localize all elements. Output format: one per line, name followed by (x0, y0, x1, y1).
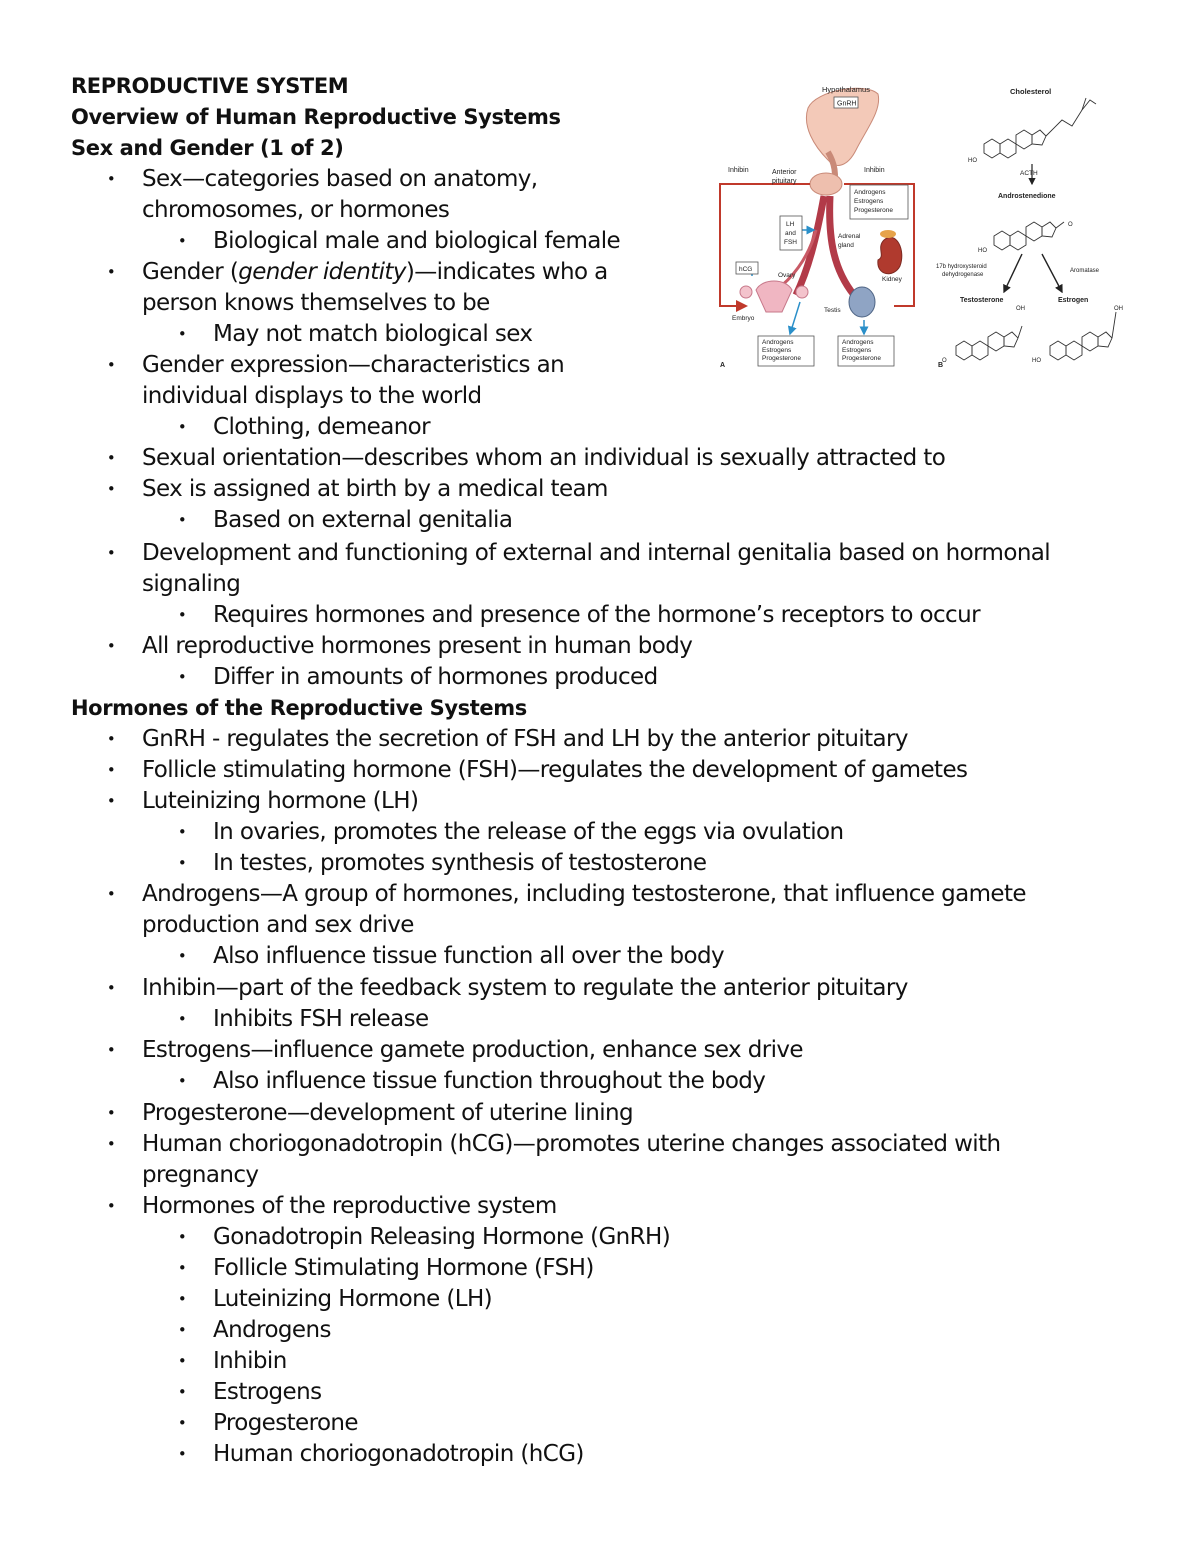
adrenal-gland-shape (880, 230, 896, 238)
testosterone-structure (956, 326, 1022, 360)
ovary-box-line: Androgens (762, 339, 794, 346)
embryo-label: Embryo (732, 315, 755, 322)
ho-label: HO (978, 248, 987, 254)
lhfsh-line: LH (786, 221, 795, 228)
document-page: REPRODUCTIVE SYSTEM Overview of Human Reproductive Systems Sex and Gender (1 of 2) • Sex—categories based on anatomy, chromosomes, or hormones • Biological male and biological female • Gender (gender identity)—indicates who a person knows themselves to be • May not match biological sex • Gender expression—characteristics an individual displays to the world • Clothing, demeanor • Sexual orientation—describes whom an individual is sexually attracted to • Sex is assigned at birth by a medical team • Based on external genitalia • Development and functioning of external and internal genitalia based on hormonal signaling • Requires hormones and presence of the hormone’s receptors to occur • All reproductive hormones present in human body • Differ in amounts of hormones produced Hormones of the Reproductive Systems • GnRH - regulates the secretion of FSH and LH by the anterior pituitary • Follicle stimulating hormone (FSH)—regulates the development of gametes • Luteinizing hormone (LH) • In ovaries, promotes the release of the eggs via ovulation • In testes, promotes synthesis of testosterone • Androgens—A group of hormones, including testosterone, that influence gamete production and sex drive • Also influence tissue function all over the body • Inhibin—part of the feedback system to regulate the anterior pituitary • Inhibits FSH release • Estrogens—influence gamete production, enhance sex drive • Also influence tissue function throughout the body • Progesterone—development of uterine lining • Human choriogonadotropin (hCG)—promotes uterine changes associated with pregnancy • Hormones of the reproductive system • Gonadotropin Releasing Hormone (GnRH) • Follicle Stimulating Hormone (FSH) • Luteinizing Hormone (LH) • Androgens • Inhibin • Estrogens • Progesterone • Human choriogonadotropin (hCG) Hypothalamus GnRH Inhibin Inhibin Anterior pituitary Androgens Estrogens Progesterone LH and FSH Adrenal gland Kidney hCG Ovary Testis Embryo Androgens Estrogens Progesterone Androgens Estrogens Progesterone A Cholesterol HO ACTH Androstenedione O HO 17b hydroxysteroid dehydrogenase Aromatase Testosterone Estrogen OH O OH HO B (0, 0, 1200, 1553)
panel-a-label: A (720, 362, 726, 369)
anterior-pituitary-shape (810, 173, 842, 195)
ketone-o-label: O (1068, 222, 1073, 228)
ovary-box-line: Progesterone (762, 355, 802, 362)
inhibin-left-label: Inhibin (728, 167, 749, 174)
ovary-output-arrow (790, 302, 800, 334)
panel-b-diagram (936, 87, 1123, 369)
estrogen-label: Estrogen (1058, 297, 1089, 304)
panel-a-diagram (720, 85, 914, 369)
adrenal-box-line: Progesterone (854, 207, 894, 214)
to-testosterone-arrow (1004, 254, 1022, 292)
testis-label: Testis (824, 307, 841, 314)
ovary-right-shape (796, 286, 808, 298)
ho-label: HO (1032, 358, 1041, 364)
pituitary-label: pituitary (772, 178, 797, 185)
adrenal-box-line: Estrogens (854, 198, 884, 205)
ketone-o-label: O (942, 358, 947, 364)
enzyme-label: dehydrogenase (942, 272, 984, 278)
estrogen-structure (1050, 312, 1116, 360)
androstenedione-label: Androstenedione (998, 193, 1056, 200)
androstenedione-structure (994, 222, 1064, 250)
ovary-box-line: Estrogens (762, 347, 792, 354)
adrenal-box-line: Androgens (854, 189, 886, 196)
testis-box-line: Androgens (842, 339, 874, 346)
kidney-label: Kidney (882, 276, 902, 283)
ovary-label: Ovary (778, 272, 796, 279)
uterus-shape (756, 281, 792, 312)
inhibin-right-label: Inhibin (864, 167, 885, 174)
kidney-shape (878, 237, 902, 273)
lhfsh-line: FSH (784, 239, 797, 246)
aromatase-label: Aromatase (1070, 268, 1100, 274)
acth-label: ACTH (1020, 170, 1038, 177)
enzyme-label: 17b hydroxysteroid (936, 264, 987, 270)
gnrh-label: GnRH (837, 100, 857, 108)
lhfsh-line: and (785, 230, 796, 237)
cholesterol-structure (984, 98, 1096, 158)
panel-b-label: B (938, 362, 944, 369)
hypothalamus-label: Hypothalamus (822, 85, 870, 94)
testosterone-label: Testosterone (960, 297, 1004, 304)
oh-label: OH (1016, 306, 1025, 312)
to-estrogen-arrow (1042, 254, 1062, 292)
gender-identity-emphasis: gender identity (238, 259, 406, 285)
adrenal-label: gland (838, 242, 854, 249)
ovary-left-shape (740, 286, 752, 298)
testis-shape (849, 287, 875, 317)
anterior-label: Anterior (772, 169, 797, 176)
testis-box-line: Estrogens (842, 347, 872, 354)
ho-label: HO (968, 158, 977, 164)
hcg-label: hCG (739, 266, 753, 273)
adrenal-label: Adrenal (838, 233, 861, 240)
oh-label: OH (1114, 306, 1123, 312)
testis-box-line: Progesterone (842, 355, 882, 362)
reproductive-hormone-figure (716, 80, 1128, 372)
cholesterol-label: Cholesterol (1010, 87, 1052, 96)
